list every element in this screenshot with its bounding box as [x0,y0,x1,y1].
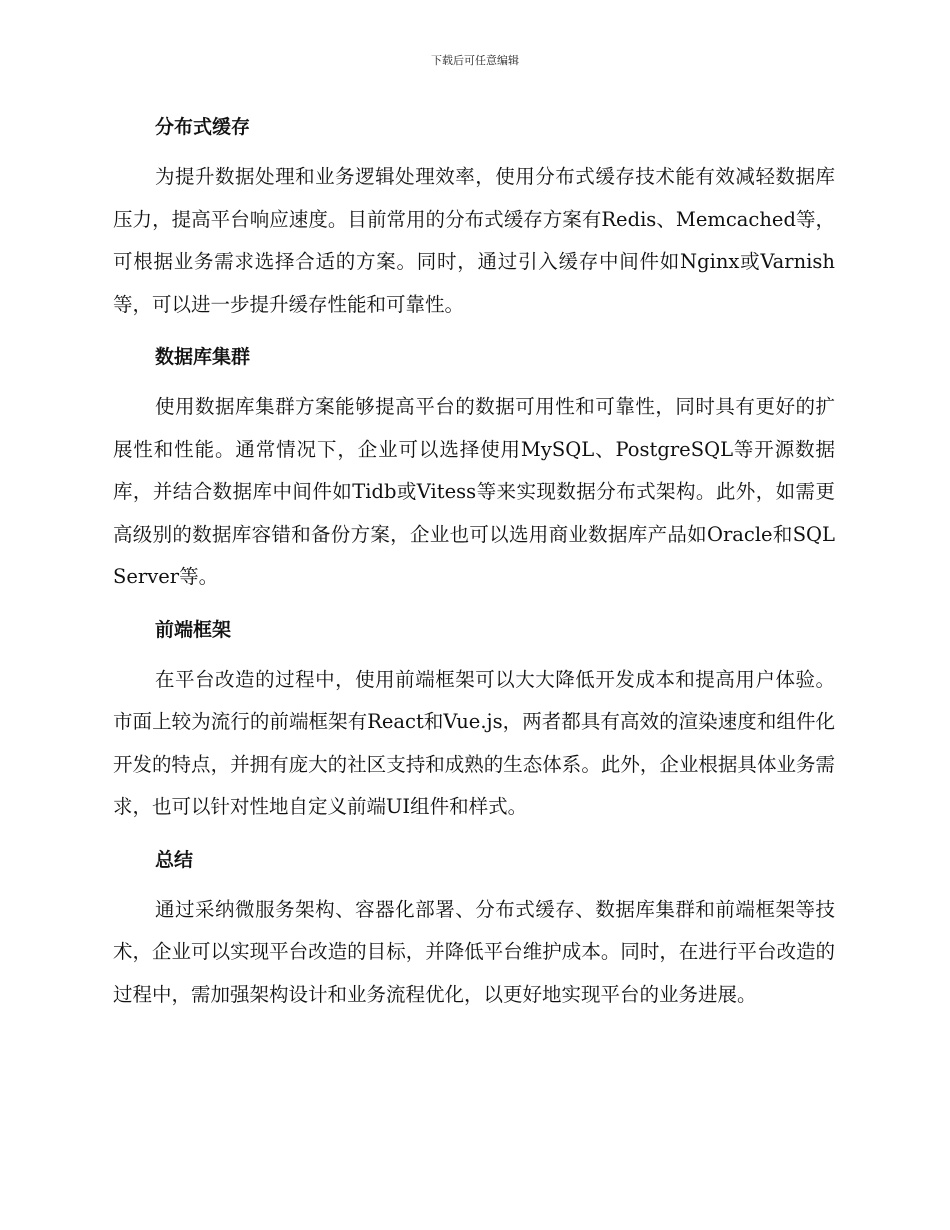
section-paragraph: 为提升数据处理和业务逻辑处理效率，使用分布式缓存技术能有效减轻数据库压力，提高平台响应速度。目前常用的分布式缓存方案有Redis、Memcached等，可根据业务需求选择合适的方案。同时，通过引入缓存中间件如Nginx或Varnish等，可以进一步提升缓存性能和可靠性。 [113,165,835,316]
section-heading: 分布式缓存 [155,116,251,138]
section-paragraph: 在平台改造的过程中，使用前端框架可以大大降低开发成本和提高用户体验。市面上较为流行的前端框架有React和Vue.js，两者都具有高效的渲染速度和组件化开发的特点，并拥有庞大的社区支持和成熟的生态体系。此外，企业根据具体业务需求，也可以针对性地自定义前端UI组件和样式。 [113,667,835,818]
section-distributed-cache [113,108,835,326]
section-heading: 前端框架 [155,618,232,641]
page-header: 下载后可任意编辑 [431,54,519,67]
section-database-cluster [113,338,835,599]
section-heading: 总结 [155,848,194,871]
section-frontend-framework [113,611,835,829]
section-paragraph: 通过采纳微服务架构、容器化部署、分布式缓存、数据库集群和前端框架等技术，企业可以实现平台改造的目标，并降低平台维护成本。同时，在进行平台改造的过程中，需加强架构设计和业务流程优化，以更好地实现平台的业务进展。 [113,897,835,1006]
section-heading: 数据库集群 [155,346,251,368]
document-body [113,108,835,1028]
section-summary [113,841,835,1017]
section-paragraph: 使用数据库集群方案能够提高平台的数据可用性和可靠性，同时具有更好的扩展性和性能。通常情况下，企业可以选择使用MySQL、PostgreSQL等开源数据库，并结合数据库中间件如Tidb或Vitess等来实现数据分布式架构。此外，如需更高级别的数据库容错和备份方案，企业也可以选用商业数据库产品如Oracle和SQL Server等。 [113,395,835,588]
